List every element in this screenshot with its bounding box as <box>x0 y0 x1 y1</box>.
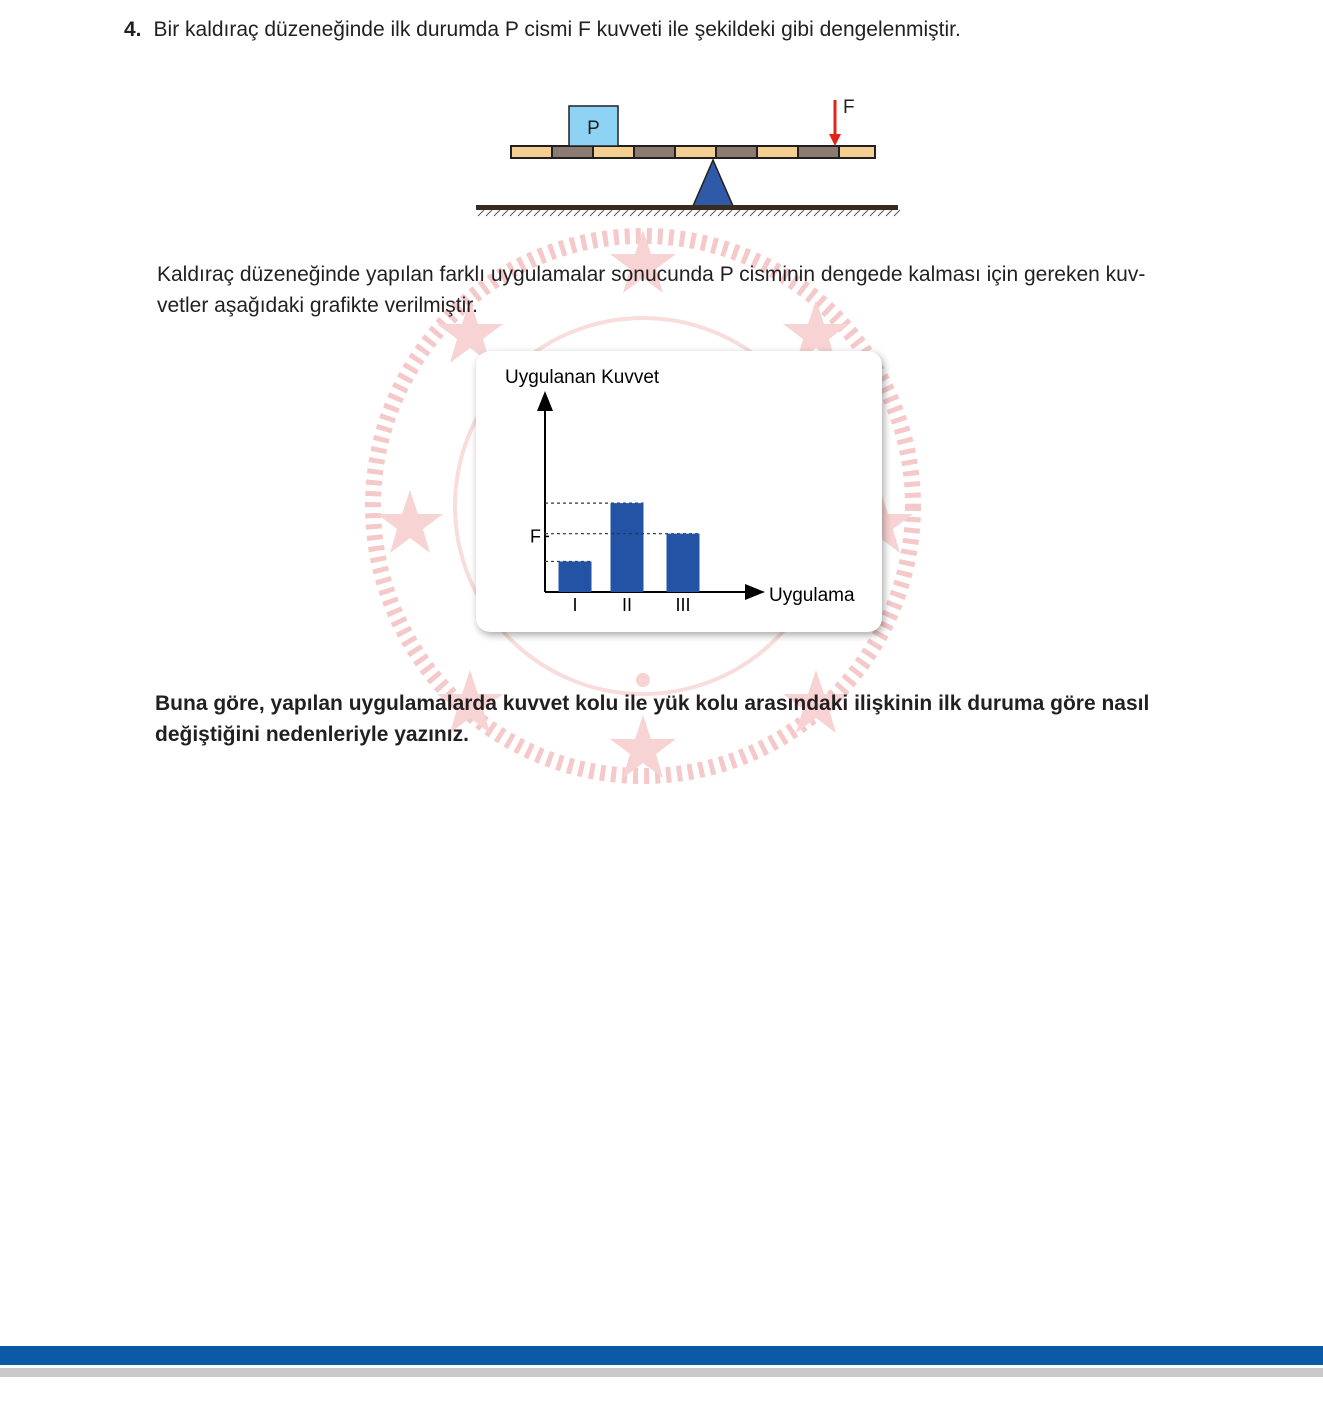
lever-diagram <box>470 90 910 220</box>
paragraph-line-1: Kaldıraç düzeneğinde yapılan farklı uygulamalar sonucunda P cisminin dengede kalması için gereken kuv- <box>157 263 1146 286</box>
question-stem-text: Bir kaldıraç düzeneğinde ilk durumda P cismi F kuvveti ile şekildeki gibi dengelenmiştir. <box>153 18 961 41</box>
prompt-line-1: Buna göre, yapılan uygulamalarda kuvvet kolu ile yük kolu arasındaki ilişkinin ilk duruma göre nasıl <box>155 692 1150 715</box>
ground-surface <box>476 205 898 210</box>
x-axis-label: Uygulama <box>769 585 855 606</box>
bar-chart <box>476 351 882 632</box>
chart-card <box>476 351 882 632</box>
force-arrow <box>829 100 841 146</box>
fulcrum-triangle <box>693 160 733 206</box>
x-tick-label-III: III <box>675 595 691 615</box>
load-label: P <box>587 118 600 139</box>
footer-bar <box>0 1346 1323 1365</box>
footer-rule <box>0 1368 1323 1377</box>
question-stem <box>124 17 961 43</box>
question-prompt <box>155 688 1235 750</box>
paragraph-line-2: vetler aşağıdaki grafikte verilmiştir. <box>157 294 478 317</box>
lever-plank <box>511 146 875 158</box>
x-tick-label-II: II <box>621 595 633 615</box>
bar-III <box>667 534 700 592</box>
prompt-line-2: değiştiğini nedenleriyle yazınız. <box>155 723 469 746</box>
y-axis-label: Uygulanan Kuvvet <box>505 367 660 388</box>
ground-hatching <box>478 210 900 216</box>
paragraph <box>157 259 1217 321</box>
question-number: 4. <box>124 18 142 41</box>
bar-II <box>611 503 644 592</box>
x-tick-label-I: I <box>572 595 578 615</box>
bar-I <box>559 561 592 592</box>
y-tick-label: F <box>530 526 541 547</box>
force-label: F <box>843 97 855 118</box>
